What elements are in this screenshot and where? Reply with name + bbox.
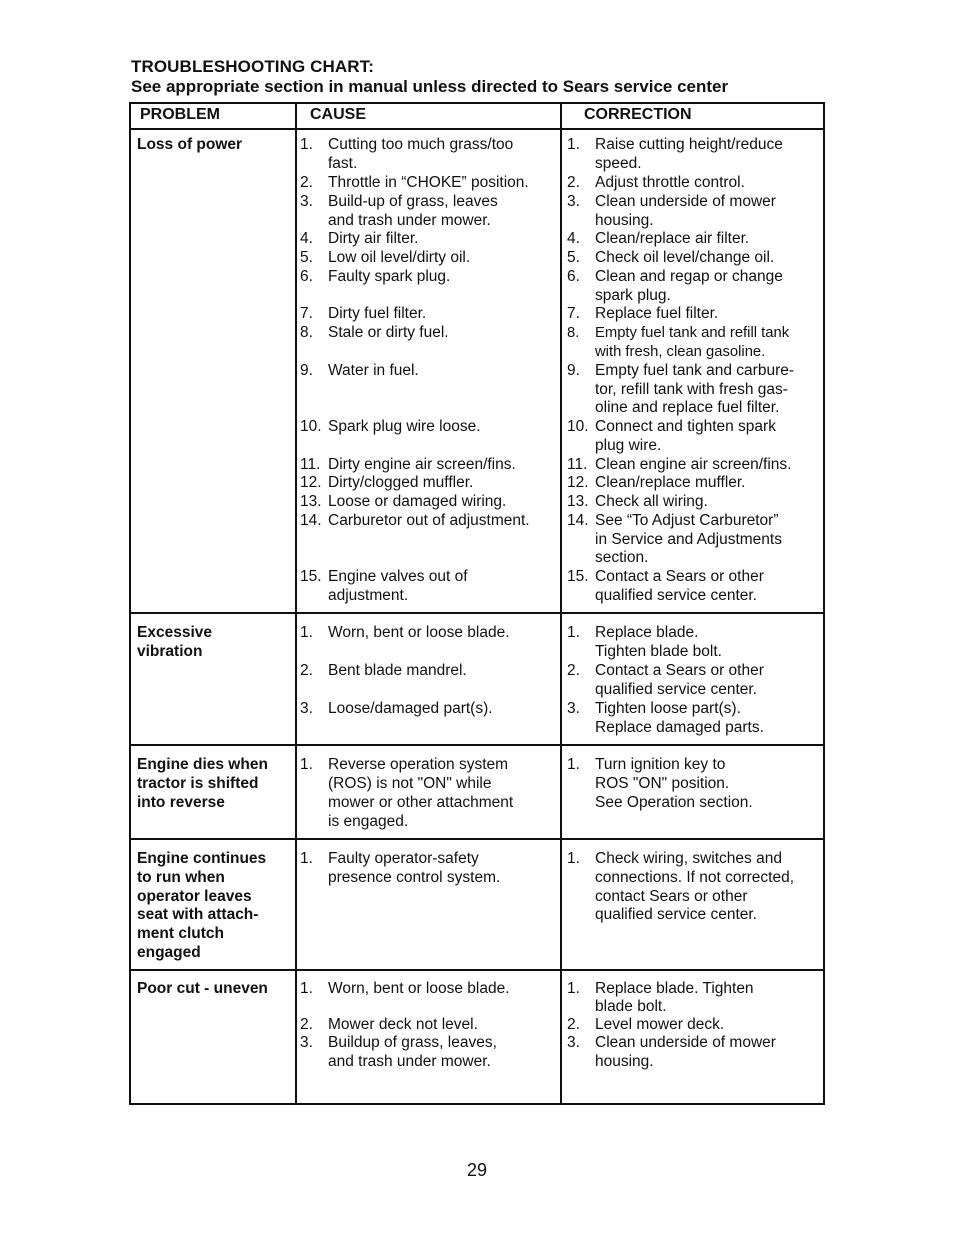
problem-poor-cut-uneven: Poor cut - uneven bbox=[137, 980, 268, 997]
chart-title: TROUBLESHOOTING CHART: bbox=[131, 57, 375, 76]
problem-engine-dies-reverse: Engine dies when tractor is shifted into reverse bbox=[137, 756, 268, 811]
problem-excessive-vibration: Excessive vibration bbox=[137, 624, 212, 660]
header-correction: CORRECTION bbox=[584, 106, 692, 123]
page-number: 29 bbox=[466, 1160, 488, 1180]
header-problem: PROBLEM bbox=[140, 106, 220, 123]
problem-engine-continues-run: Engine continues to run when operator leaves seat with attach- ment clutch engaged bbox=[137, 850, 267, 961]
chart-subtitle: See appropriate section in manual unless directed to Sears service center bbox=[131, 77, 729, 96]
problem-loss-of-power: Loss of power bbox=[137, 136, 243, 153]
header-cause: CAUSE bbox=[310, 106, 367, 123]
